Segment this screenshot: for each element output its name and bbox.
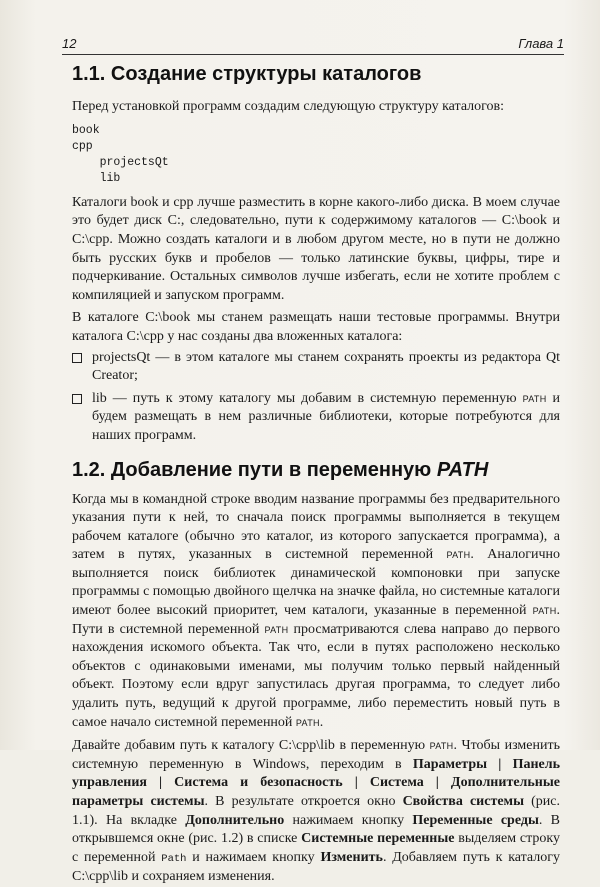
running-header [62,36,564,55]
section-2-title: 1.2. Добавление пути в переменную PATH [72,458,489,481]
tree-line: book [72,123,100,137]
section-2-paragraph-1: Когда мы в командной строке вводим название программы без предварительного указания пути к ней, то сначала поиск программы выполняется в текущем рабочем каталоге (обычно это каталог, из которого запускается программа), а затем в путях, указанных в системной переменной PATH. Аналогично выполняется поиск библиотек динамической компоновки при запуске программы с помощью двойного щелчка на значке файла, но системные каталоги имеют более высокий приоритет, чем каталоги, указанные в переменной PATH. Пути в системной переменной PATH просматриваются слева направо до первого нахождения искомого объекта. Так что, если в путях расположено несколько объектов с одинаковыми именами, мы получим только первый найденный объект. Поэтому если вдруг запустилась другая программа, то следует либо удалить путь, ведущий к другой программе, либо переместить новый путь в самое начало системной переменной PATH. [72,491,560,730]
tree-line: cpp [72,139,93,153]
subfolder-list [72,349,560,446]
checkbox-bullet-icon [72,394,82,404]
page-number: 12 [62,36,77,51]
list-item-text: projectsQt — в этом каталоге мы станем сохранять проекты из редактора Qt Creator; [92,349,560,384]
section-1-intro: Перед установкой программ создадим следующую структуру каталогов: [72,99,505,114]
list-item-text: lib — путь к этому каталогу мы добавим в системную переменную PATH и будем размещать в нем различные библиотеки, которые потребуются для наших программ. [92,390,560,443]
section-2-paragraph-2: Давайте добавим путь к каталогу C:\cpp\lib в переменную PATH. Чтобы изменить системную переменную в Windows, переходим в Параметры | Панель управления | Система и безопасность | Система | Дополнительные параметры системы. В результате откроется окно Свойства системы (рис. 1.1). На вкладке Дополнительно нажимаем кнопку Переменные среды. В открывшемся окне (рис. 1.2) в списке Системные переменные выделяем строку с переменной Path и нажимаем кнопку Изменить. Добавляем путь к каталогу C:\cpp\lib и сохраняем изменения. [72,738,561,885]
chapter-label: Глава 1 [518,36,564,51]
section-1-paragraph-2: В каталоге C:\book мы станем размещать наши тестовые программы. Внутри каталога C:\cpp у нас созданы два вложенных каталога: [72,310,560,344]
section-1-paragraph-1: Каталоги book и cpp лучше разместить в корне какого-либо диска. В моем случае это будет диск C:, следовательно, пути к содержимому каталогов — C:\book и C:\cpp. Можно создать каталоги и в любом другом месте, но в пути не должно быть русских букв и пробелов — только латинские буквы, цифры, тире и подчеркивание. Остальных символов лучше избегать, если не хотите проблем с компиляцией и запуском программ. [72,194,560,303]
page-content [72,62,560,887]
tree-line: projectsQt [72,156,169,170]
section-1-title: 1.1. Создание структуры каталогов [72,63,422,85]
list-item [72,349,560,386]
tree-line: lib [72,172,121,186]
list-item [72,390,560,446]
checkbox-bullet-icon [72,353,82,363]
directory-tree [72,123,560,188]
